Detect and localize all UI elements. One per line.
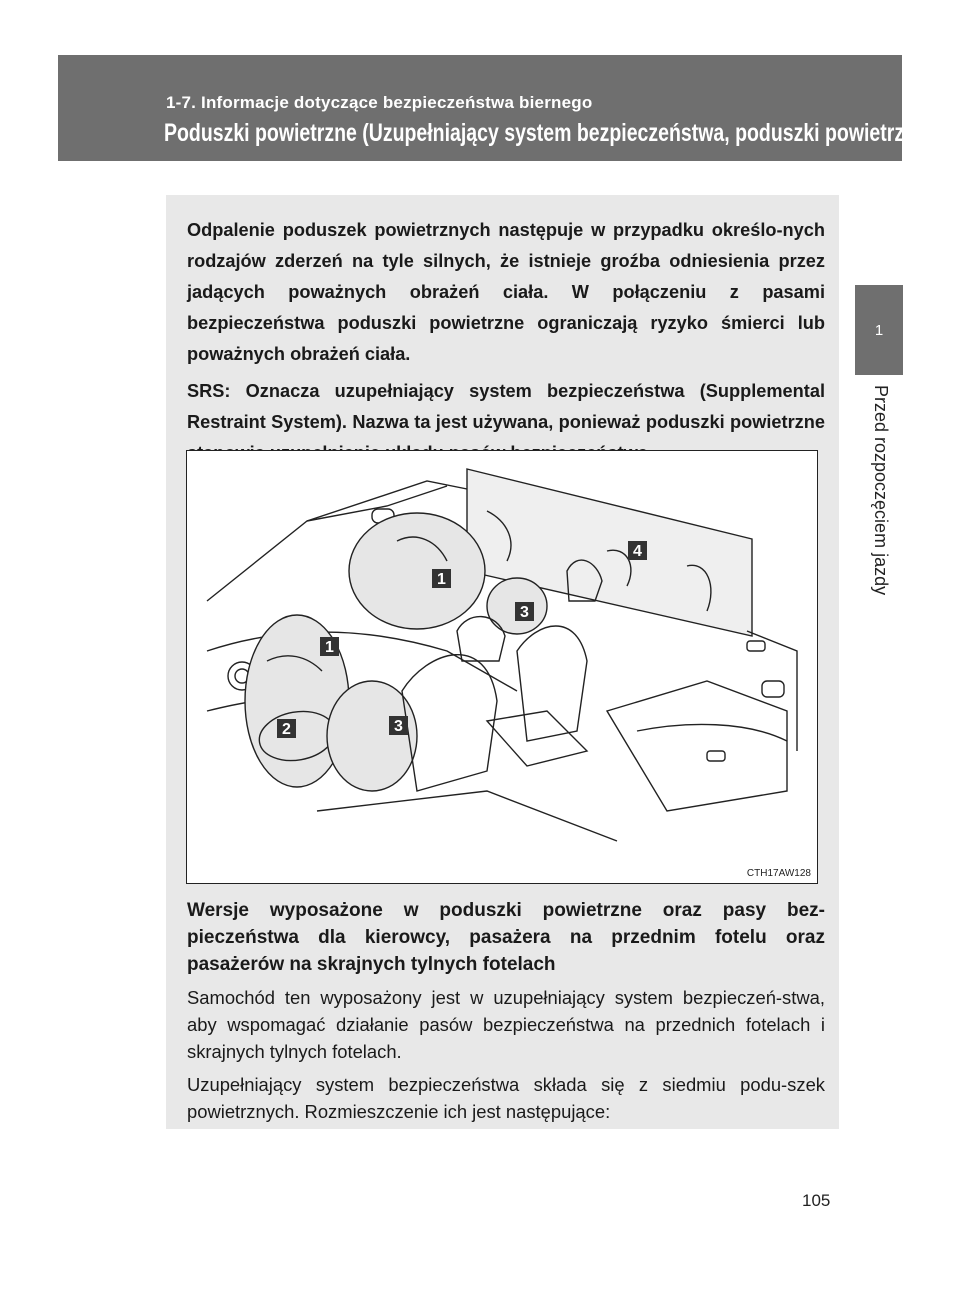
callout-label: 4	[633, 543, 642, 560]
chapter-name: Przed rozpoczęciem jazdy	[871, 385, 891, 596]
callout-badge-1-driver	[320, 637, 339, 656]
page-title: Poduszki powietrzne (Uzupełniający system bezpieczeństwa, poduszki powietrzne)	[164, 119, 934, 147]
callout-badge-3-rear	[515, 602, 534, 621]
section-title: 1-7. Informacje dotyczące bezpieczeństwa biernego	[166, 93, 593, 112]
intro-paragraph: SRS: Oznacza uzupełniający system bezpieczeństwa (Supplemental Restraint System). Nazwa ta jest używana, ponieważ poduszki powietrzne	[187, 381, 825, 432]
chapter-number: 1	[874, 321, 884, 339]
callout-label: 2	[282, 721, 291, 738]
callout-badge-3-front	[389, 716, 408, 735]
intro-paragraph: Odpalenie poduszek powietrznych następuje w przypadku określo-nych rodzajów zderzeń na tyle silnych, że istnieje groźba odniesienia przez jadących poważnych obrażeń ciała. W połączeniu z pasami bezpieczeństwa poduszki powietrzne ograniczają ryzyko śmierci lub poważnych obrażeń ciała.	[187, 220, 825, 364]
figure-code: CTH17AW128	[746, 868, 811, 879]
equipment-section	[187, 897, 825, 1131]
callout-badge-1-passenger	[432, 569, 451, 588]
car-interior-drawing	[187, 451, 817, 883]
callout-badge-4	[628, 541, 647, 560]
intro-text	[187, 215, 825, 475]
callout-label: 3	[520, 604, 529, 621]
page-header	[58, 55, 934, 161]
body-paragraph: Samochód ten wyposażony jest w uzupełniający system bezpieczeń-stwa, aby wspomagać działanie pasów bezpieczeństwa na przednich fotelach i skrajnych tylnych fotelach.	[187, 987, 825, 1062]
airbag-illustration	[186, 450, 818, 884]
chapter-tab	[855, 285, 903, 375]
section-subheading: Wersje wyposażone w poduszki powietrzne oraz pasy bez-pieczeństwa dla kierowcy, pasażera na przednim fotelu oraz pasażerów na skrajnych tylnych fotelach	[187, 900, 825, 975]
page-number: 105	[802, 1191, 831, 1210]
callout-label: 1	[325, 639, 334, 656]
callout-label: 1	[437, 571, 446, 588]
callout-label: 3	[394, 718, 403, 735]
callout-badge-2	[277, 719, 296, 738]
body-paragraph: Uzupełniający system bezpieczeństwa składa się z siedmiu podu-szek powietrznych. Rozmieszczenie ich jest następujące:	[187, 1074, 825, 1122]
